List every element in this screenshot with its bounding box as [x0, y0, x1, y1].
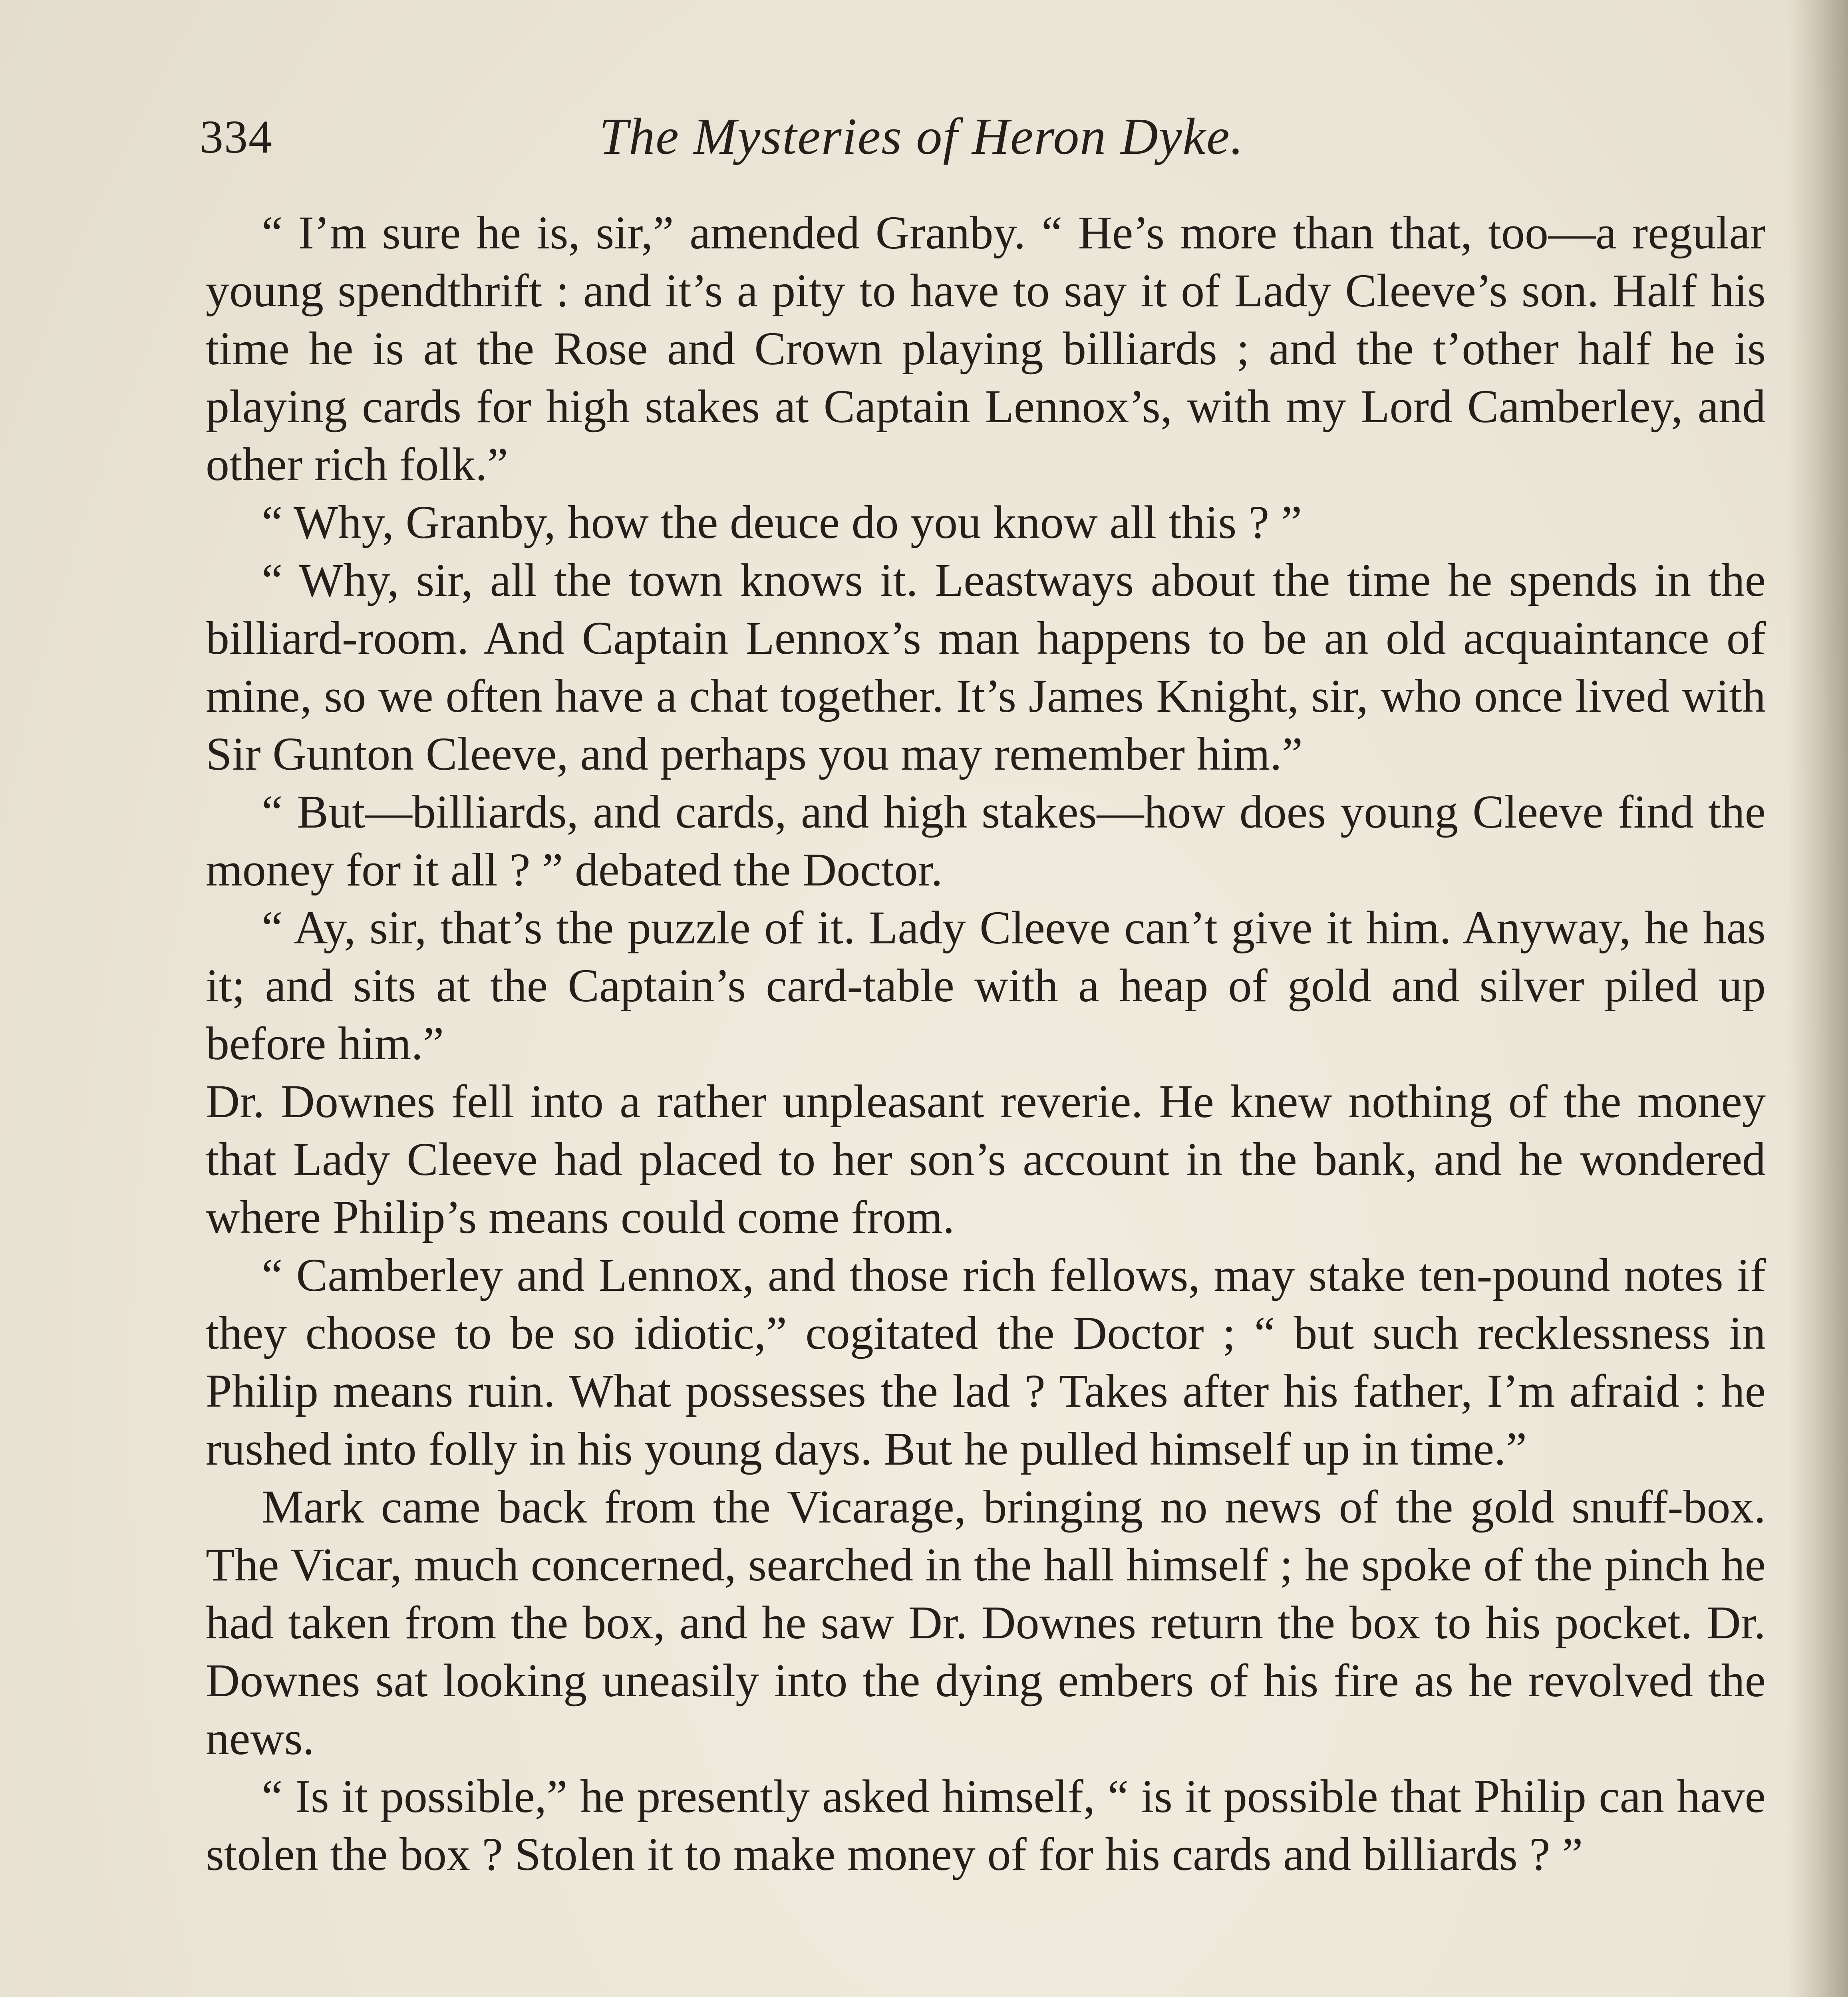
paragraph: “ Why, sir, all the town knows it. Leastways about the time he spends in the billiard-room. And Captain Lennox’s man happens to be an old acquaintance of mine, so we often have a chat together. It’s James Knight, sir, who once lived with Sir Gunton Cleeve, and perhaps you may remember him.”	[206, 554, 1766, 780]
paragraph: “ Is it possible,” he presently asked himself, “ is it possible that Philip can have stolen the box ? Stolen it to make money of for his cards and billiards ? ”	[206, 1770, 1766, 1880]
paragraph: Dr. Downes fell into a rather unpleasant reverie. He knew nothing of the money that Lady Cleeve had placed to her son’s account in the bank, and he wondered where Philip’s means could come from.	[206, 1075, 1766, 1243]
page-number: 334	[200, 111, 273, 163]
book-title: The Mysteries of Heron Dyke.	[599, 108, 1244, 165]
paragraph: “ Camberley and Lennox, and those rich fellows, may stake ten-pound notes if they choose to be so idiotic,” cogitated the Doctor ; “ but such recklessness in Philip means ruin. What possesses the lad ? Takes after his father, I’m afraid : he rushed into folly in his young days. But he pulled himself up in time.”	[206, 1249, 1766, 1475]
body-text	[206, 204, 1766, 1883]
running-head	[200, 102, 1782, 172]
paragraph: “ I’m sure he is, sir,” amended Granby. “ He’s more than that, too—a regular young spendthrift : and it’s a pity to have to say it of Lady Cleeve’s son. Half his time he is at the Rose and Crown playing billiards ; and the t’other half he is playing cards for high stakes at Captain Lennox’s, with my Lord Camberley, and other rich folk.”	[206, 206, 1766, 490]
paragraph: “ But—billiards, and cards, and high stakes—how does young Cleeve find the money for it all ? ” debated the Doctor.	[206, 786, 1766, 896]
paragraph: Mark came back from the Vicarage, bringing no news of the gold snuff-box. The Vicar, much concerned, searched in the hall himself ; he spoke of the pinch he had taken from the box, and he saw Dr. Downes return the box to his pocket. Dr. Downes sat looking uneasily into the dying embers of his fire as he revolved the news.	[206, 1481, 1766, 1765]
page-edge-shadow	[1788, 0, 1848, 1997]
paragraph: “ Ay, sir, that’s the puzzle of it. Lady Cleeve can’t give it him. Anyway, he has it; and sits at the Captain’s card-table with a heap of gold and silver piled up before him.”	[206, 901, 1766, 1070]
paragraph: “ Why, Granby, how the deuce do you know all this ? ”	[262, 496, 1302, 548]
